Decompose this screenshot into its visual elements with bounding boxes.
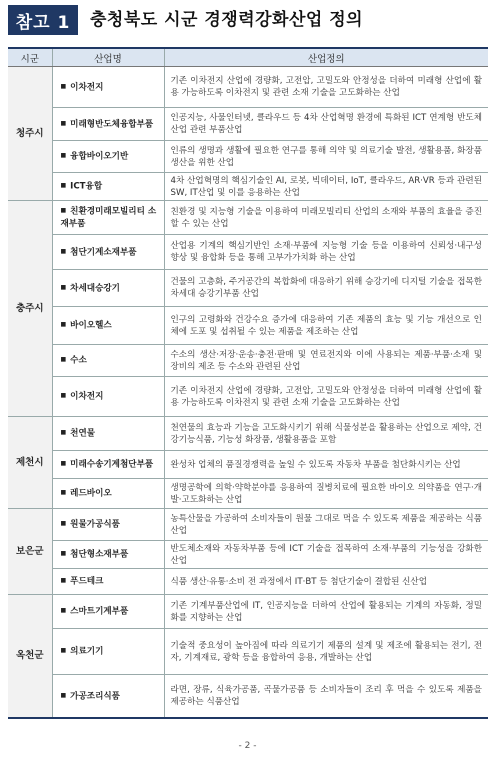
square-bullet-icon: ■ (60, 247, 67, 255)
table-row (8, 141, 488, 173)
square-bullet-icon: ■ (60, 550, 67, 558)
industry-name: 의료기기 (70, 646, 104, 657)
industry-cell (52, 479, 164, 509)
industry-cell (52, 417, 164, 451)
industry-name: 이차전지 (70, 82, 104, 93)
region-cell: 제천시 (8, 417, 52, 509)
table-row (8, 108, 488, 141)
industry-name: 스마트기계부품 (70, 606, 129, 617)
table-row (8, 417, 488, 451)
industry-name: 가공조리식품 (70, 691, 120, 701)
industry-cell (52, 108, 164, 141)
square-bullet-icon: ■ (60, 207, 67, 215)
square-bullet-icon: ■ (60, 182, 67, 190)
industry-name: 친환경미래모빌리티 소재부품 (60, 206, 157, 229)
table-row (8, 307, 488, 345)
table-body (8, 67, 488, 718)
table-row (8, 67, 488, 108)
industry-cell (52, 629, 164, 675)
definition-cell: 식품 생산·유통·소비 전 과정에서 IT·BT 등 첨단기술이 결합된 신산업 (164, 569, 488, 595)
definition-cell: 친환경 및 지능형 기술을 이용하여 미래모빌리티 산업의 소재와 부품의 효율을 증진할 수 있는 산업 (164, 201, 488, 235)
square-bullet-icon: ■ (60, 392, 67, 400)
definition-cell: 라면, 장류, 식육가공품, 곡물가공품 등 소비자들이 조리 후 먹을 수 있도록 제품을 제공하는 식품산업 (164, 675, 488, 718)
table-row (8, 451, 488, 479)
region-cell: 청주시 (8, 67, 52, 201)
industry-name: 융합바이오기반 (70, 151, 129, 162)
page-number: - 2 - (238, 741, 257, 751)
square-bullet-icon: ■ (60, 321, 67, 329)
industry-cell (52, 345, 164, 377)
square-bullet-icon: ■ (60, 577, 67, 585)
industry-cell (52, 307, 164, 345)
square-bullet-icon: ■ (60, 356, 67, 364)
table-row (8, 345, 488, 377)
industry-name: 수소 (70, 355, 87, 366)
table-row (8, 270, 488, 307)
square-bullet-icon: ■ (60, 152, 67, 160)
table-header-row (8, 48, 488, 67)
industry-cell (52, 67, 164, 108)
definition-cell: 농특산물을 가공하여 소비자들이 원물 그대로 먹을 수 있도록 제품을 제공하는 식품산업 (164, 509, 488, 541)
definition-cell: 기술적 중요성이 높아짐에 따라 의료기기 제품의 설계 및 제조에 활용되는 전기, 전자, 기계재료, 광학 등을 융합하여 응용, 개발하는 산업 (164, 629, 488, 675)
square-bullet-icon: ■ (60, 489, 67, 497)
column-header-region: 시군 (8, 48, 52, 67)
industry-cell (52, 173, 164, 201)
definition-cell: 기존 이차전지 산업에 경량화, 고전압, 고밀도와 안정성을 더하여 미래형 산업에 활용 가능하도록 이차전지 및 관련 소재 기술을 고도화하는 산업 (164, 377, 488, 417)
square-bullet-icon: ■ (60, 607, 67, 615)
definition-cell: 4차 산업혁명의 핵심기술인 AI, 로봇, 빅데이터, IoT, 클라우드, AR·VR 등과 관련된 SW, IT산업 및 이를 응용하는 산업 (164, 173, 488, 201)
definition-cell: 산업용 기계의 핵심기반인 소재·부품에 지능형 기술 등을 이용하여 신뢰성·내구성 향상 및 융합화 등을 통해 고부가가치화 하는 산업 (164, 235, 488, 270)
industry-name: 차세대승강기 (70, 283, 120, 294)
industry-cell (52, 569, 164, 595)
column-header-industry: 산업명 (52, 48, 164, 67)
industry-cell (52, 509, 164, 541)
definition-cell: 생명공학에 의학·약학분야를 응용하여 질병치료에 필요한 바이오 의약품을 연구·개발·고도화하는 산업 (164, 479, 488, 509)
industry-name: 푸드테크 (70, 576, 104, 587)
definition-cell: 완성차 업체의 품질경쟁력을 높일 수 있도록 자동차 부품을 첨단화시키는 산업 (164, 451, 488, 479)
industry-cell (52, 675, 164, 718)
definition-cell: 인류의 생명과 생활에 필요한 연구를 통해 의약 및 의료기술 발전, 생활용품, 화장품 생산을 위한 산업 (164, 141, 488, 173)
column-header-definition: 산업정의 (164, 48, 488, 67)
region-cell: 옥천군 (8, 595, 52, 718)
square-bullet-icon: ■ (60, 647, 67, 655)
industry-cell (52, 270, 164, 307)
definition-cell: 인공지능, 사물인터넷, 클라우드 등 4차 산업혁명 환경에 특화된 ICT 연계형 반도체산업 관련 부품산업 (164, 108, 488, 141)
table-row (8, 201, 488, 235)
square-bullet-icon: ■ (60, 82, 67, 90)
industry-cell (52, 201, 164, 235)
table-row (8, 377, 488, 417)
industry-cell (52, 451, 164, 479)
region-cell: 보은군 (8, 509, 52, 595)
table-row (8, 173, 488, 201)
industry-definition-table (8, 47, 488, 719)
industry-cell (52, 541, 164, 569)
definition-cell: 건물의 고층화, 주거공간의 복합화에 대응하기 위해 승강기에 디지털 기술을 접목한 차세대 승강기부품 산업 (164, 270, 488, 307)
square-bullet-icon: ■ (60, 691, 67, 699)
region-cell: 충주시 (8, 201, 52, 417)
table-row (8, 595, 488, 629)
table-row (8, 479, 488, 509)
industry-name: 원물가공식품 (70, 519, 120, 530)
table-row (8, 629, 488, 675)
square-bullet-icon: ■ (60, 119, 67, 127)
reference-badge: 참고 1 (8, 5, 78, 35)
definition-cell: 인구의 고령화와 건강수요 증가에 대응하여 기존 제품의 효능 및 기능 개선으로 인체에 도포 및 섭취될 수 있는 제품을 제조하는 산업 (164, 307, 488, 345)
industry-name: 미래수송기계첨단부품 (70, 459, 154, 470)
industry-name: 레드바이오 (70, 488, 112, 499)
industry-name: 미래형반도체융합부품 (70, 119, 154, 130)
table-row (8, 235, 488, 270)
industry-name: 첨단기계소재부품 (70, 247, 137, 258)
industry-cell (52, 141, 164, 173)
industry-name: 첨단형소재부품 (70, 549, 129, 560)
table-row (8, 675, 488, 718)
square-bullet-icon: ■ (60, 520, 67, 528)
square-bullet-icon: ■ (60, 460, 67, 468)
table-row (8, 569, 488, 595)
definition-cell: 반도체소재와 자동차부품 등에 ICT 기술을 접목하여 소재·부품의 기능성을 강화한 산업 (164, 541, 488, 569)
table-row (8, 541, 488, 569)
definition-cell: 수소의 생산·저장·운송·충전·판매 및 연료전지와 이에 사용되는 제품·부품·소재 및 장비의 제조 등 수소와 관련된 산업 (164, 345, 488, 377)
industry-name: 바이오헬스 (70, 320, 112, 331)
industry-name: 천연물 (70, 428, 96, 439)
table-row (8, 509, 488, 541)
industry-cell (52, 595, 164, 629)
industry-cell (52, 235, 164, 270)
definition-cell: 기존 기계부품산업에 IT, 인공지능을 더하여 산업에 활용되는 기계의 자동화, 정밀화를 지향하는 산업 (164, 595, 488, 629)
industry-name: ICT융합 (70, 181, 103, 192)
square-bullet-icon: ■ (60, 283, 67, 291)
definition-cell: 기존 이차전지 산업에 경량화, 고전압, 고밀도와 안정성을 더하여 미래형 산업에 활용 가능하도록 이차전지 및 관련 소재 기술을 고도화하는 산업 (164, 67, 488, 108)
industry-cell (52, 377, 164, 417)
square-bullet-icon: ■ (60, 429, 67, 437)
page-title: 충청북도 시군 경쟁력강화산업 정의 (90, 10, 364, 30)
page-header (8, 5, 488, 35)
definition-cell: 천연물의 효능과 기능을 고도화시키기 위해 식물성분을 활용하는 산업으로 제약, 건강기능식품, 기능성 화장품, 생활용품을 포함 (164, 417, 488, 451)
industry-name: 이차전지 (70, 391, 104, 402)
